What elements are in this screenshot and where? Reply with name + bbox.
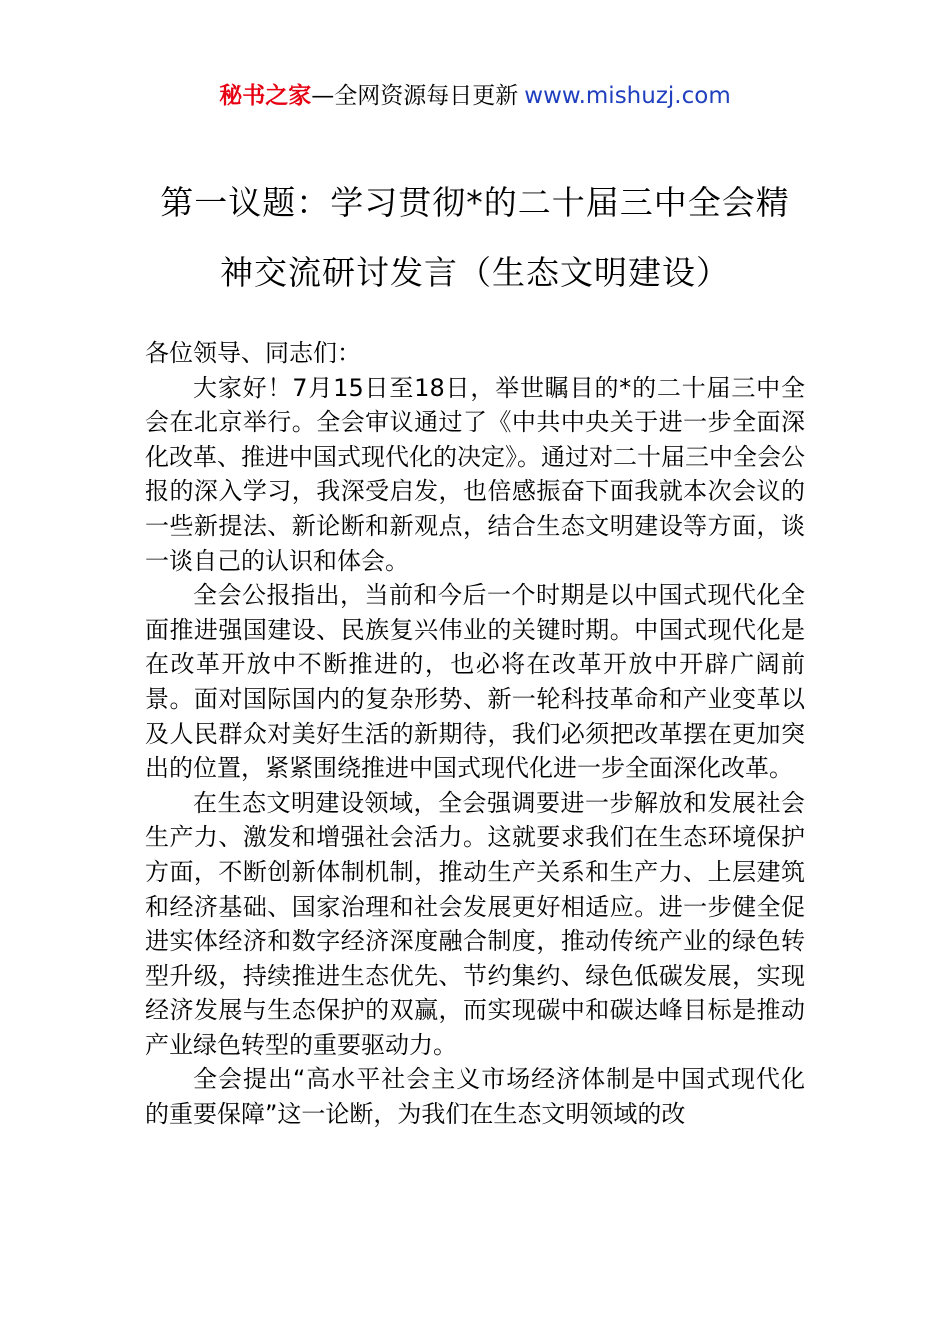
paragraph: 全会提出“高水平社会主义市场经济体制是中国式现代化的重要保障”这一论断，为我们在生态文明领域的改 — [145, 1065, 805, 1129]
paragraph: 在生态文明建设领域，全会强调要进一步解放和发展社会生产力、激发和增强社会活力。这就要求我们在生态环境保护方面，不断创新体制机制，推动生产关系和生产力、上层建筑和经济基础、国家治理和社会发展更好相适应。进一步健全促进实体经济和数字经济深度融合制度，推动传统产业的绿色转型升级，持续推进生态优先、节约集约、绿色低碳发展，实现经济发展与生态保护的双赢，而实现碳中和碳达峰目标是推动产业绿色转型的重要驱动力。 — [145, 788, 805, 1059]
title-line-1: 第一议题：学习贯彻*的二十届三中全会精 — [160, 183, 790, 222]
document-title — [0, 168, 950, 308]
site-banner — [0, 78, 950, 114]
salutation: 各位领导、同志们： — [145, 339, 361, 367]
site-tagline: —全网资源每日更新 — [311, 83, 519, 109]
site-url-link[interactable]: www.mishuzj.com — [524, 83, 731, 109]
site-brand: 秘书之家 — [219, 83, 312, 109]
document-body — [145, 336, 805, 1132]
paragraph: 大家好！7月15日至18日，举世瞩目的*的二十届三中全会在北京举行。全会审议通过了《中共中央关于进一步全面深化改革、推进中国式现代化的决定》。通过对二十届三中全会公报的深入学习，我深受启发，也倍感振奋下面我就本次会议的一些新提法、新论断和新观点，结合生态文明建设等方面，谈一谈自己的认识和体会。 — [145, 373, 805, 575]
paragraph: 全会公报指出，当前和今后一个时期是以中国式现代化全面推进强国建设、民族复兴伟业的关键时期。中国式现代化是在改革开放中不断推进的，也必将在改革开放中开辟广阔前景。面对国际国内的复杂形势、新一轮科技革命和产业变革以及人民群众对美好生活的新期待，我们必须把改革摆在更加突出的位置，紧紧围绕推进中国式现代化进一步全面深化改革。 — [145, 581, 805, 783]
title-line-2: 神交流研讨发言（生态文明建设） — [220, 253, 730, 292]
